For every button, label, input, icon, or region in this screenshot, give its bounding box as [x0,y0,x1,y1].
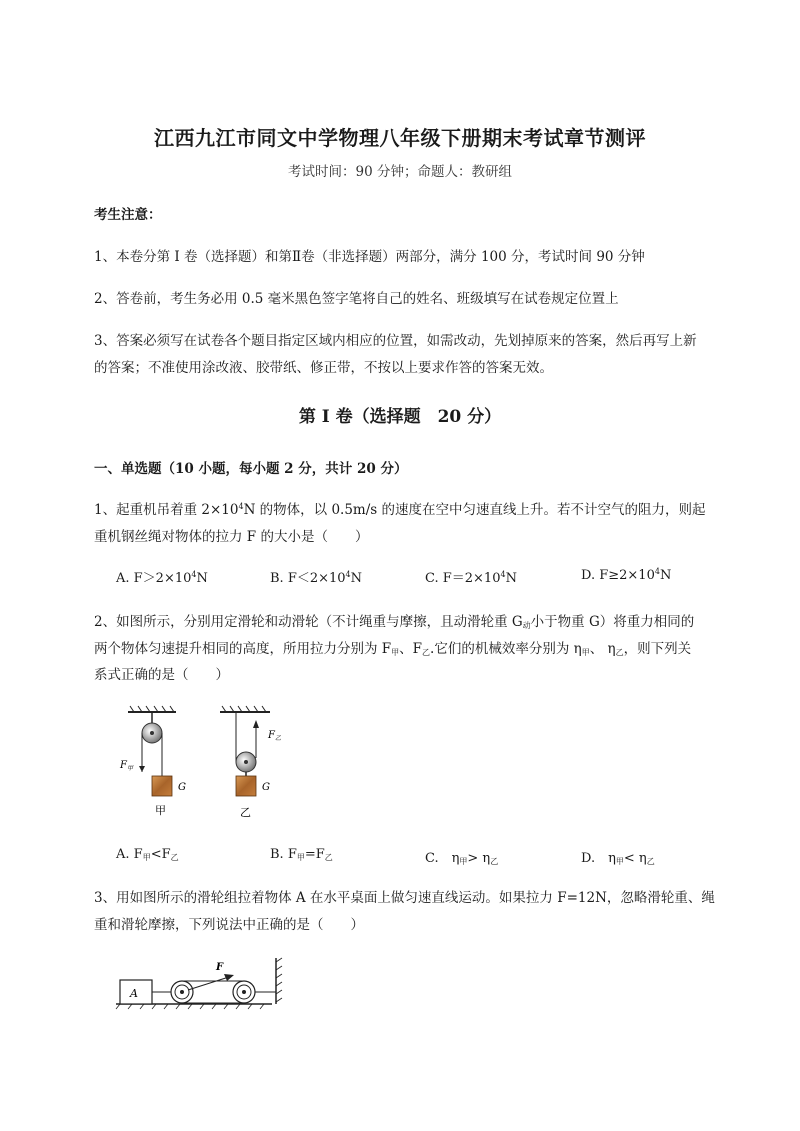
option-text: A. F [116,847,143,862]
force-label: F [216,962,224,973]
question-2-stem-end: 系式正确的是（ ） [94,667,229,683]
option-text: =F [304,847,325,862]
q2-text: 两个物体匀速提升相同的高度，所用拉力分别为 F [94,641,392,657]
question-2-stem [94,610,694,631]
notice-item-3-cont: 的答案；不准使用涂改液、胶带纸、修正带，不按以上要求作答的答案无效。 [94,360,553,376]
option-exponent: 4 [345,570,351,579]
option-subscript: 乙 [170,853,179,862]
q2-subscript: 甲 [391,648,400,657]
option-text: < η [623,851,647,866]
arrow-right-icon [224,974,234,981]
option-subscript: 甲 [296,853,305,862]
q2-option-b[interactable] [270,847,333,863]
q2-subscript: 乙 [422,648,431,657]
part-title: 一、单选题（10 小题，每小题 2 分，共计 20 分） [94,461,408,477]
weight-box-left [152,776,172,796]
weight-label-right: G [262,782,270,793]
q2-text: .它们的机械效率分别为 η [430,641,582,657]
option-exponent: 4 [191,570,197,579]
force-subscript: 甲 [126,765,133,772]
question-1-stem [94,498,706,518]
option-unit: N [505,571,517,586]
q2-text: 、F [399,641,423,657]
q1-text: 1、起重机吊着重 2×10 [94,502,239,518]
weight-box-right [236,776,256,796]
notice-heading: 考生注意： [94,207,162,223]
page-title: 江西九江市同文中学物理八年级下册期末考试章节测评 [154,126,646,150]
option-text: C. F＝2×10 [425,571,501,586]
force-letter: F [268,730,275,741]
q1-exponent: 4 [238,502,244,511]
q2-option-a[interactable] [116,847,179,863]
force-label-yi [267,730,281,742]
option-unit: N [659,568,672,583]
notice-item-3: 3、答案必须写在试卷各个题目指定区域内相应的位置，如需改动，先划掉原来的答案，然后再写上新 [94,333,697,349]
option-text: D. η [581,851,616,866]
pulley-block-diagram [112,950,292,1012]
option-subscript: 甲 [459,857,468,866]
q2-text: 2、如图所示，分别用定滑轮和动滑轮（不计绳重与摩擦，且动滑轮重 G [94,614,523,630]
option-text: B. F＜2×10 [270,571,346,586]
q2-option-d[interactable] [581,847,655,867]
q2-text: ，则下列关 [623,641,692,657]
q2-subscript: 动 [522,621,531,630]
q1-option-d[interactable] [581,567,671,583]
option-subscript: 乙 [490,857,499,866]
ceiling-right [220,706,270,712]
option-text: > η [467,851,491,866]
q2-text-cont: 小于物重 G）将重力相同的 [530,614,695,630]
option-text: D. F≥2×10 [581,568,655,583]
option-unit: N [350,571,363,586]
weight-label-left: G [178,782,186,793]
caption-yi: 乙 [240,806,251,819]
option-subscript: 甲 [615,857,624,866]
q2-subscript: 甲 [581,648,590,657]
arrow-down-icon [139,766,145,772]
q2-option-c[interactable] [425,847,498,867]
block-a-label: A [130,987,138,1000]
q1-option-c[interactable] [425,567,517,586]
rope-pull [188,976,232,990]
notice-item-1: 1、本卷分第 I 卷（选择题）和第Ⅱ卷（非选择题）两部分，满分 100 分，考试时间 90 分钟 [94,249,645,265]
force-letter: F [120,760,127,771]
pulley-diagram [110,700,310,830]
option-subscript: 乙 [324,853,333,862]
option-text: C. η [425,851,460,866]
force-subscript: 乙 [274,735,281,742]
question-3-stem-cont: 重和滑轮摩擦，下列说法中正确的是（ ） [94,917,364,933]
section-title: 第 I 卷（选择题 20 分） [298,407,502,427]
option-text: B. F [270,847,297,862]
exam-info: 考试时间：90 分钟；命题人：教研组 [288,164,512,180]
q2-text: 、 η [589,641,616,657]
option-text: <F [150,847,171,862]
q1-text-cont: N 的物体，以 0.5m/s 的速度在空中匀速直线上升。若不计空气的阻力，则起 [243,502,706,518]
question-3-stem: 3、用如图所示的滑轮组拉着物体 A 在水平桌面上做匀速直线运动。如果拉力 F=12N，忽略滑轮重、绳 [94,890,715,906]
question-2-stem-cont [94,637,691,658]
q1-option-a[interactable] [116,567,208,586]
arrow-up-icon [253,720,259,728]
force-label-jia [119,760,134,772]
notice-item-2: 2、答卷前，考生务必用 0.5 毫米黑色签字笔将自己的姓名、班级填写在试卷规定位置上 [94,291,619,307]
option-exponent: 4 [500,570,506,579]
caption-jia: 甲 [155,804,166,817]
option-text: A. F＞2×10 [116,571,192,586]
q2-subscript: 乙 [615,648,624,657]
question-1-stem-cont: 重机钢丝绳对物体的拉力 F 的大小是（ ） [94,529,369,545]
ceiling-left [128,706,176,712]
option-exponent: 4 [654,567,660,576]
option-subscript: 甲 [142,853,151,862]
option-subscript: 乙 [646,857,655,866]
option-unit: N [196,571,208,586]
q1-option-b[interactable] [270,567,362,586]
